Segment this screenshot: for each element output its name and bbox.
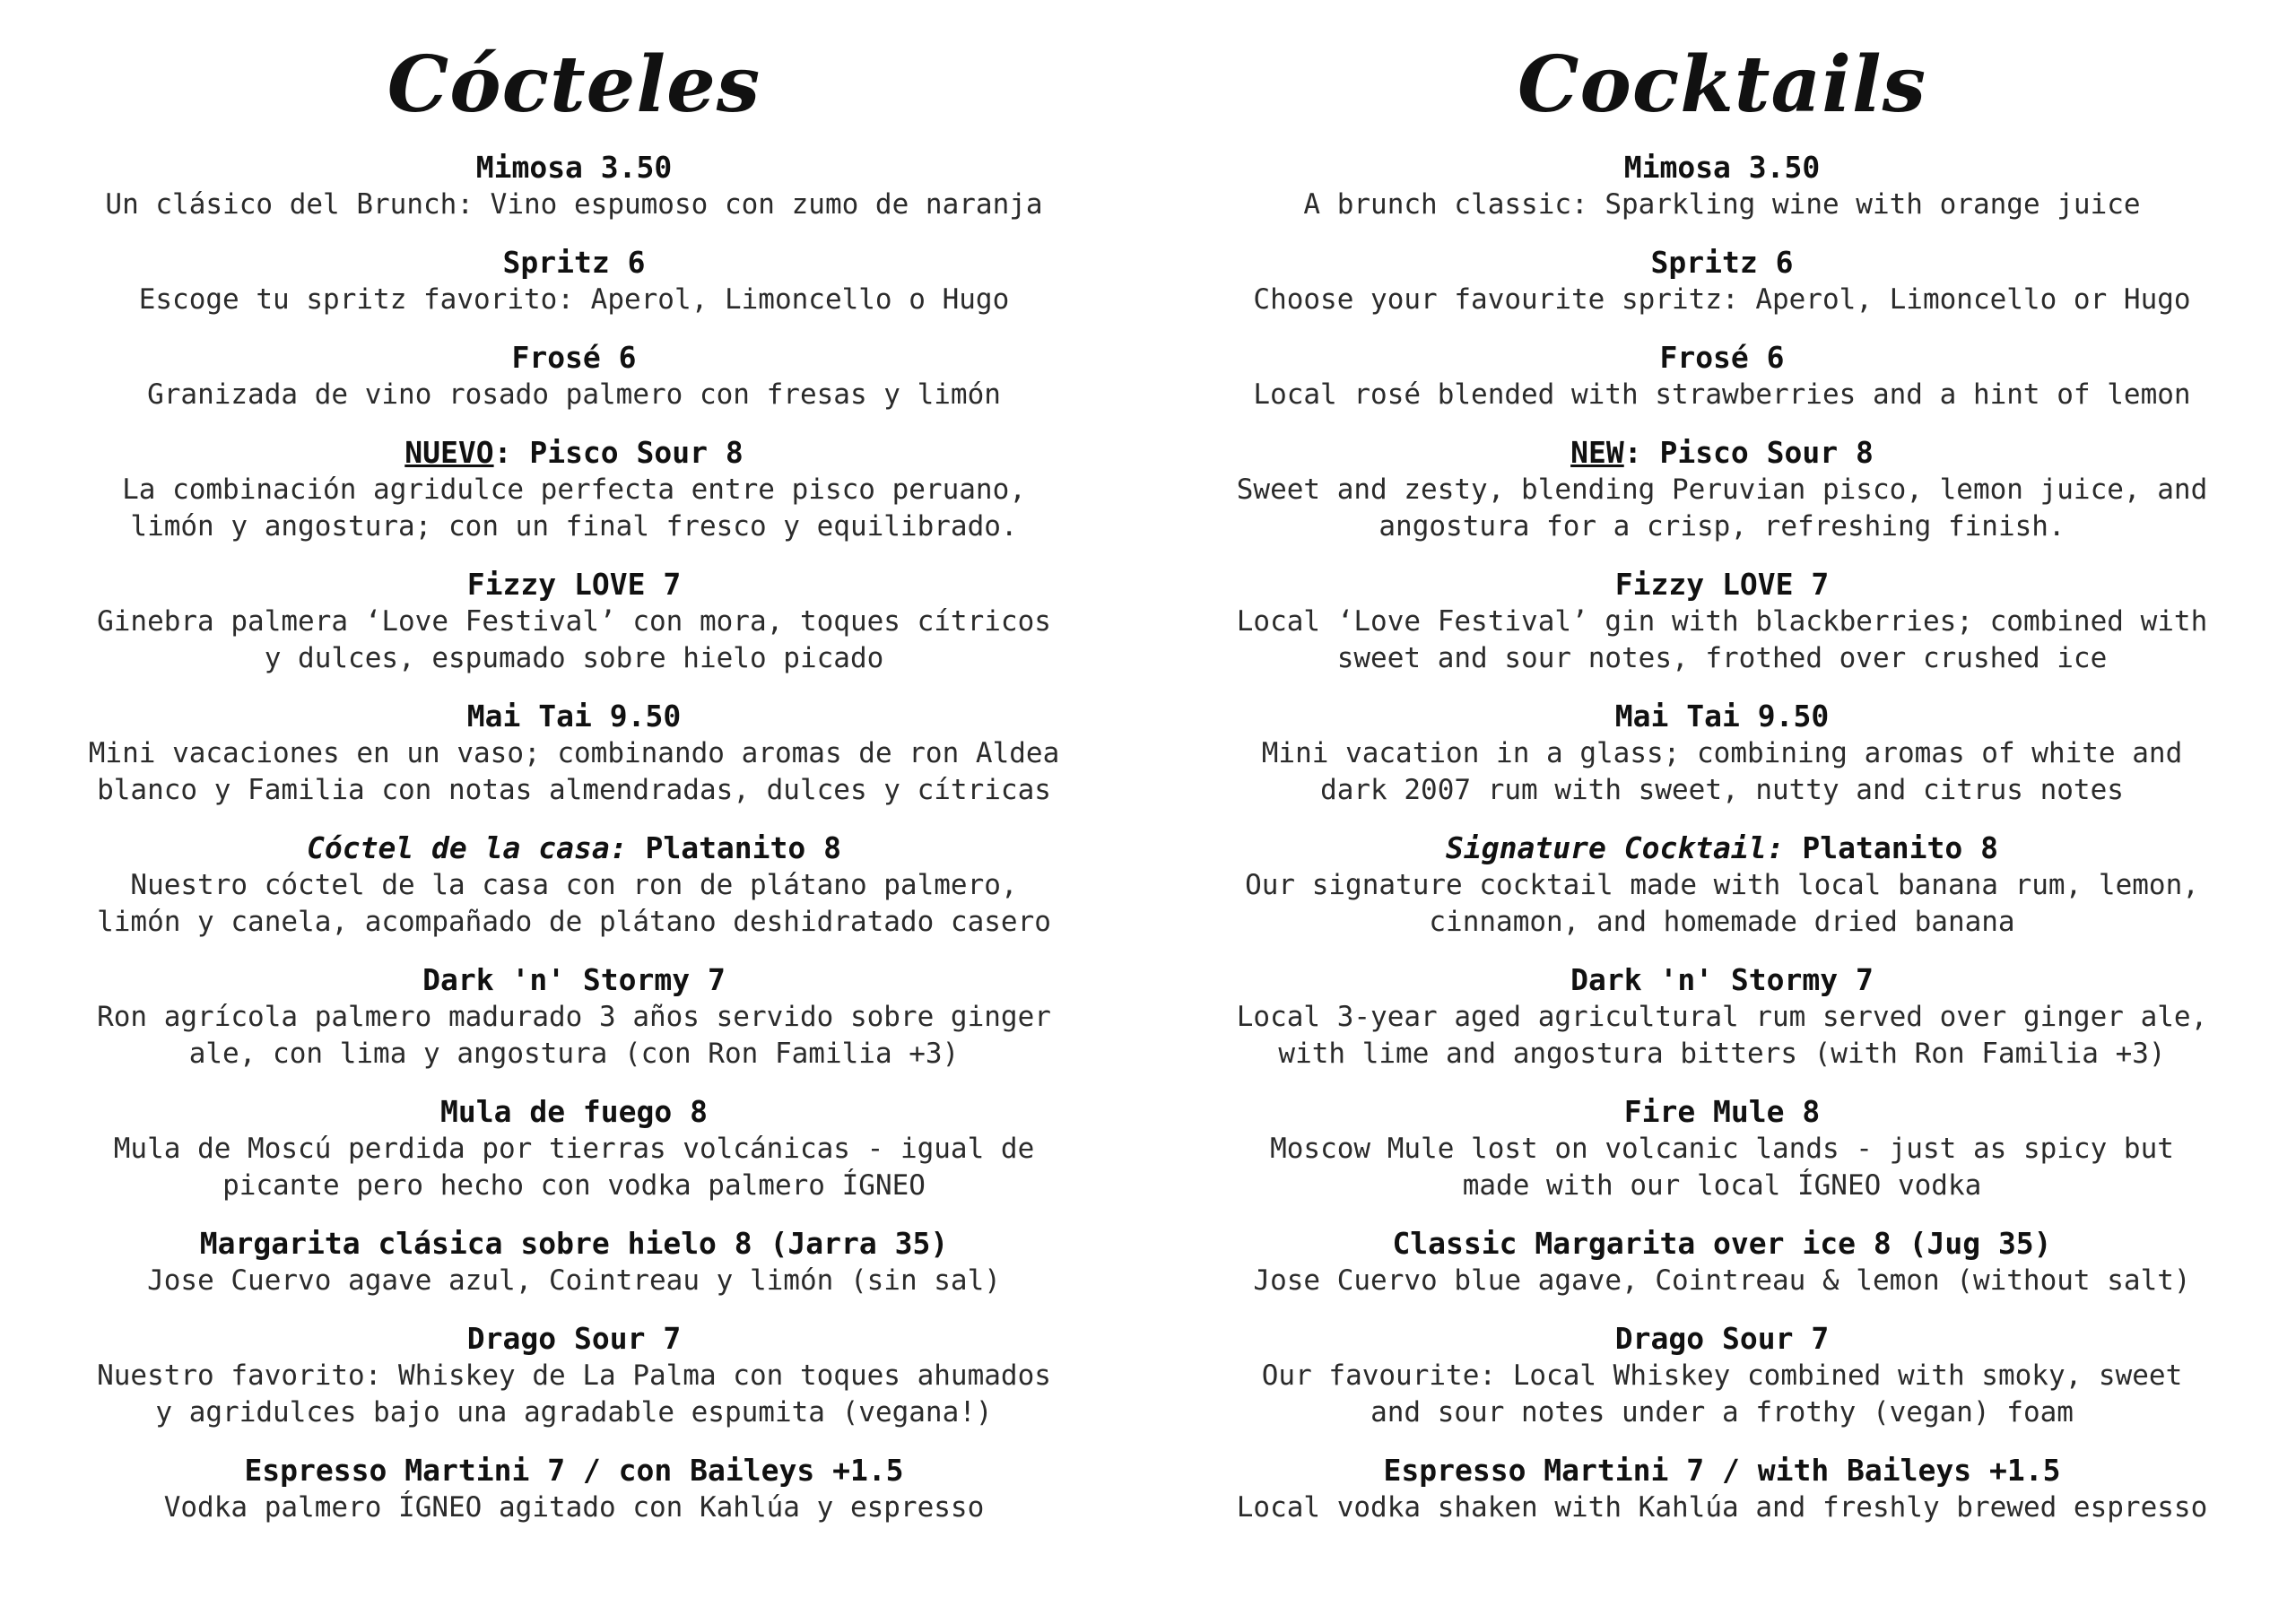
menu-item-description: Choose your favourite spritz: Aperol, Limoncello or Hugo <box>1253 283 2191 316</box>
menu-item <box>1166 1093 2278 1204</box>
menu-item <box>1166 339 2278 413</box>
menu-item-description: Local ‘Love Festival’ gin with blackberries; combined with sweet and sour notes, frothed over crushed ice <box>1236 605 2208 674</box>
english-column <box>1166 36 2278 1547</box>
menu-item-title: Mimosa 3.50 <box>1623 150 1821 185</box>
menu-item-name <box>1166 244 2278 282</box>
menu-item <box>18 1225 1130 1299</box>
menu-item <box>18 1452 1130 1526</box>
menu-item-title: Spritz 6 <box>502 245 646 280</box>
menu-item-description: Sweet and zesty, blending Peruvian pisco, lemon juice, and angostura for a crisp, refreshing finish. <box>1236 473 2208 543</box>
menu-item-description: Local vodka shaken with Kahlúa and freshly brewed espresso <box>1236 1491 2208 1524</box>
menu-item-name <box>18 698 1130 735</box>
menu-item-name <box>1166 961 2278 999</box>
menu-item-description: Ron agrícola palmero madurado 3 años servido sobre ginger ale, con lima y angostura (con Ron Familia +3) <box>97 1001 1051 1070</box>
menu-item-title: Platanito 8 <box>627 830 842 865</box>
menu-item <box>1166 1320 2278 1431</box>
menu-item-description: Local 3-year aged agricultural rum served over ginger ale, with lime and angostura bitters (with Ron Familia +3) <box>1236 1001 2208 1070</box>
menu-item <box>18 434 1130 545</box>
menu-item-description: Un clásico del Brunch: Vino espumoso con zumo de naranja <box>105 188 1043 221</box>
menu-item-name <box>18 1093 1130 1131</box>
menu-item-title: Spritz 6 <box>1650 245 1794 280</box>
menu-item-name <box>1166 1320 2278 1358</box>
menu-item-title: : Pisco Sour 8 <box>1623 435 1874 470</box>
menu-item-description: Granizada de vino rosado palmero con fresas y limón <box>147 378 1001 411</box>
menu-item-description: Vodka palmero ÍGNEO agitado con Kahlúa y espresso <box>163 1491 985 1524</box>
signature-label: Cóctel de la casa: <box>306 830 628 865</box>
signature-label: Signature Cocktail: <box>1446 830 1785 865</box>
menu-item <box>18 829 1130 941</box>
menu-item <box>18 566 1130 677</box>
menu-item <box>18 1320 1130 1431</box>
menu-item-name <box>1166 829 2278 867</box>
menu-item-name <box>1166 434 2278 472</box>
menu-item-name <box>18 1320 1130 1358</box>
menu-item-name <box>1166 1225 2278 1263</box>
menu-item-name <box>18 339 1130 377</box>
menu-item <box>1166 434 2278 545</box>
menu-item-name <box>1166 566 2278 604</box>
english-item-list <box>1166 149 2278 1526</box>
menu-item-description: Local rosé blended with strawberries and a hint of lemon <box>1253 378 2191 411</box>
menu-item-title: Mula de fuego 8 <box>439 1094 708 1129</box>
menu-item <box>18 1093 1130 1204</box>
menu-item <box>18 698 1130 809</box>
menu-item-description: Mini vacation in a glass; combining aromas of white and dark 2007 rum with sweet, nutty and citrus notes <box>1261 737 2183 806</box>
menu-item-description: A brunch classic: Sparkling wine with orange juice <box>1303 188 2141 221</box>
menu-item-title: Mai Tai 9.50 <box>1614 699 1830 734</box>
menu-item <box>18 339 1130 413</box>
menu-item-title: Classic Margarita over ice 8 (Jug 35) <box>1392 1226 2052 1261</box>
menu-item-description: Mula de Moscú perdida por tierras volcánicas - igual de picante pero hecho con vodka palmero ÍGNEO <box>113 1133 1035 1202</box>
menu-item-name <box>18 244 1130 282</box>
menu-item-name <box>18 434 1130 472</box>
menu-item-name <box>18 566 1130 604</box>
menu-item <box>18 244 1130 318</box>
menu-item <box>1166 1225 2278 1299</box>
menu-item-title: Espresso Martini 7 / con Baileys +1.5 <box>244 1453 904 1488</box>
menu-item-title: Drago Sour 7 <box>466 1321 682 1356</box>
menu-item <box>1166 961 2278 1073</box>
menu-item-name <box>18 149 1130 187</box>
menu-item <box>18 149 1130 223</box>
menu-item-name <box>1166 339 2278 377</box>
menu-item-title: : Pisco Sour 8 <box>493 435 744 470</box>
menu-item-description: Nuestro favorito: Whiskey de La Palma con toques ahumados y agridulces bajo una agradable espumita (vegana!) <box>97 1359 1051 1429</box>
menu-item-title: Espresso Martini 7 / with Baileys +1.5 <box>1383 1453 2061 1488</box>
spanish-item-list <box>18 149 1130 1526</box>
menu-item-description: Escoge tu spritz favorito: Aperol, Limoncello o Hugo <box>138 283 1010 316</box>
menu-item-description: Moscow Mule lost on volcanic lands - just as spicy but made with our local ÍGNEO vodka <box>1270 1133 2174 1202</box>
menu-item <box>18 961 1130 1073</box>
menu-item-name <box>18 1225 1130 1263</box>
spanish-column <box>18 36 1130 1547</box>
menu-item-title: Platanito 8 <box>1784 830 1998 865</box>
menu-item-name <box>18 829 1130 867</box>
menu-item-title: Fizzy LOVE 7 <box>466 567 682 602</box>
menu-item-description: Our signature cocktail made with local banana rum, lemon, cinnamon, and homemade dried banana <box>1245 869 2199 938</box>
menu-item-description: Ginebra palmera ‘Love Festival’ con mora, toques cítricos y dulces, espumado sobre hielo picado <box>97 605 1051 674</box>
spanish-title: Cócteles <box>387 39 761 130</box>
menu-item-description: Jose Cuervo blue agave, Cointreau & lemon (without salt) <box>1253 1264 2191 1297</box>
menu-item-name <box>1166 698 2278 735</box>
menu-item-description: La combinación agridulce perfecta entre pisco peruano, limón y angostura; con un final fresco y equilibrado. <box>122 473 1026 543</box>
menu-item-name <box>18 1452 1130 1489</box>
new-tag: NUEVO <box>404 435 494 470</box>
menu-item-title: Frosé 6 <box>511 340 637 375</box>
menu-item-title: Margarita clásica sobre hielo 8 (Jarra 35) <box>199 1226 949 1261</box>
menu-item-description: Nuestro cóctel de la casa con ron de plátano palmero, limón y canela, acompañado de plátano deshidratado casero <box>97 869 1051 938</box>
menu-item <box>1166 149 2278 223</box>
menu-item <box>1166 829 2278 941</box>
menu-item <box>1166 698 2278 809</box>
menu-item-title: Mai Tai 9.50 <box>466 699 682 734</box>
menu-item-name <box>1166 1452 2278 1489</box>
menu-item-title: Drago Sour 7 <box>1614 1321 1830 1356</box>
menu-item <box>1166 244 2278 318</box>
menu-item-title: Dark 'n' Stormy 7 <box>1570 962 1874 997</box>
menu-item-title: Fizzy LOVE 7 <box>1614 567 1830 602</box>
menu-item <box>1166 1452 2278 1526</box>
menu-item-description: Mini vacaciones en un vaso; combinando aromas de ron Aldea blanco y Familia con notas almendradas, dulces y cítricas <box>88 737 1060 806</box>
menu-item-description: Our favourite: Local Whiskey combined with smoky, sweet and sour notes under a frothy (vegan) foam <box>1261 1359 2183 1429</box>
menu-item-name <box>1166 149 2278 187</box>
menu-item-name <box>1166 1093 2278 1131</box>
menu-item-title: Fire Mule 8 <box>1623 1094 1821 1129</box>
english-title: Cocktails <box>1518 39 1926 130</box>
menu-item-description: Jose Cuervo agave azul, Cointreau y limón (sin sal) <box>147 1264 1001 1297</box>
menu-item-title: Dark 'n' Stormy 7 <box>422 962 726 997</box>
new-tag: NEW <box>1570 435 1624 470</box>
menu-item-title: Mimosa 3.50 <box>475 150 673 185</box>
menu-item-name <box>18 961 1130 999</box>
menu-item <box>1166 566 2278 677</box>
menu-item-title: Frosé 6 <box>1659 340 1785 375</box>
